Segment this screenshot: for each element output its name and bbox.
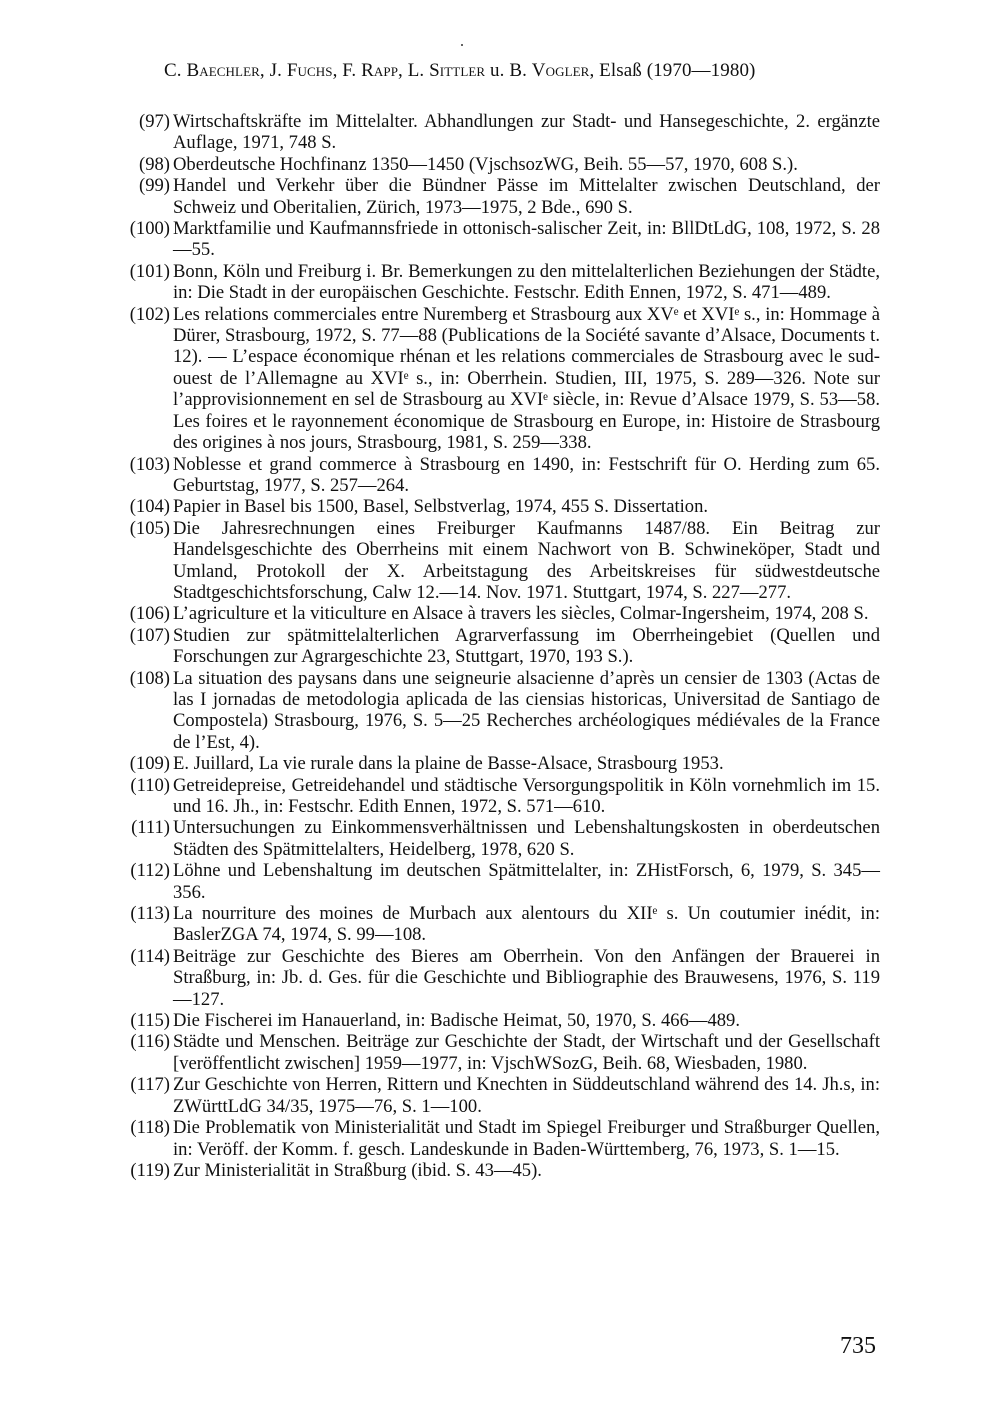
- reference-entry: [118, 1117, 880, 1160]
- reference-entry: [118, 668, 880, 754]
- reference-number: (109): [129, 753, 170, 775]
- reference-list: [118, 111, 880, 1181]
- reference-text: Beiträge zur Geschichte des Bieres am Oberrhein. Von den Anfängen der Brauerei in Straßburg, in: Jb. d. Ges. für die Geschichte und Bibliographie des Brauwesens, 1976, S. 119—127.: [173, 945, 880, 1010]
- reference-number: (99): [139, 175, 170, 197]
- reference-text: Getreidepreise, Getreidehandel und städtische Versorgungspolitik in Köln vornehmlich im 15. und 16. Jh., in: Festschr. Edith Ennen, 1972, S. 571—610.: [173, 774, 880, 817]
- reference-number: (118): [130, 1117, 170, 1139]
- author-sittler: Sittler: [429, 60, 486, 81]
- reference-entry: [118, 454, 880, 497]
- author-baechler: Baechler: [186, 60, 260, 81]
- reference-entry: [118, 860, 880, 903]
- page-number: 735: [840, 1333, 876, 1359]
- reference-entry: [118, 903, 880, 946]
- reference-text: Oberdeutsche Hochfinanz 1350—1450 (VjschsozWG, Beih. 55—57, 1970, 608 S.).: [173, 153, 798, 175]
- reference-text: Zur Geschichte von Herren, Rittern und Knechten in Süddeutschland während des 14. Jh.s, in: ZWürttLdG 34/35, 1975—76, S. 1—100.: [173, 1074, 880, 1117]
- reference-text: L’agriculture et la viticulture en Alsace à travers les siècles, Colmar-Ingersheim, 1974, 208 S.: [173, 603, 869, 625]
- reference-number: (117): [130, 1074, 170, 1096]
- reference-number: (119): [130, 1159, 170, 1181]
- reference-number: (101): [129, 260, 170, 282]
- reference-entry: [118, 496, 880, 517]
- reference-entry: [118, 946, 880, 1010]
- document-page: [118, 0, 880, 1419]
- reference-entry: [118, 218, 880, 261]
- reference-text: Studien zur spätmittelalterlichen Agrarverfassung im Oberrheingebiet (Quellen und Forschungen zur Agrargeschichte 23, Stuttgart, 1970, 193 S.).: [173, 624, 880, 668]
- reference-number: (115): [130, 1010, 170, 1032]
- reference-number: (111): [131, 817, 170, 839]
- reference-text: E. Juillard, La vie rurale dans la plaine de Basse-Alsace, Strasbourg 1953.: [173, 753, 724, 775]
- reference-number: (97): [139, 111, 170, 132]
- reference-text: Bonn, Köln und Freiburg i. Br. Bemerkungen zu den mittelalterlichen Beziehungen der Städte, in: Die Stadt in der europäischen Geschichte. Festschr. Edith Ennen, 1972, S. 471—489.: [173, 260, 880, 304]
- reference-entry: [118, 111, 880, 154]
- reference-entry: [118, 775, 880, 818]
- reference-number: (108): [129, 667, 170, 689]
- reference-text: La nourriture des moines de Murbach aux alentours du XIIᵉ s. Un coutumier inédit, in: BaslerZGA 74, 1974, S. 99—108.: [173, 903, 880, 946]
- reference-text: Marktfamilie und Kaufmannsfriede in ottonisch-salischer Zeit, in: BllDtLdG, 108, 1972, S. 28—55.: [173, 218, 880, 261]
- reference-number: (112): [130, 860, 170, 882]
- reference-text: Papier in Basel bis 1500, Basel, Selbstverlag, 1974, 455 S. Dissertation.: [173, 496, 709, 518]
- running-head: C. Baechler, J. Fuchs, F. Rapp, L. Sittler u. B. Vogler, Elsaß (1970—1980): [164, 60, 756, 81]
- reference-text: Wirtschaftskräfte im Mittelalter. Abhandlungen zur Stadt- und Hansegeschichte, 2. ergänzte Auflage, 1971, 748 S.: [173, 111, 880, 154]
- reference-text: Handel und Verkehr über die Bündner Pässe im Mittelalter zwischen Deutschland, der Schweiz und Oberitalien, Zürich, 1973—1975, 2 Bde., 690 S.: [173, 175, 880, 218]
- reference-number: (102): [129, 303, 170, 325]
- reference-entry: [118, 261, 880, 304]
- reference-entry: [118, 625, 880, 668]
- reference-entry: [118, 304, 880, 454]
- reference-number: (116): [130, 1031, 170, 1053]
- reference-number: (103): [129, 453, 170, 475]
- reference-text: Die Fischerei im Hanauerland, in: Badische Heimat, 50, 1970, S. 466—489.: [173, 1010, 741, 1032]
- reference-number: (113): [130, 903, 170, 925]
- print-speck: [461, 44, 463, 46]
- reference-number: (107): [129, 624, 170, 646]
- reference-number: (106): [129, 603, 170, 625]
- reference-number: (104): [129, 496, 170, 518]
- reference-entry: [118, 1160, 880, 1181]
- reference-number: (100): [129, 218, 170, 240]
- reference-text: Untersuchungen zu Einkommensverhältnissen und Lebenshaltungskosten in oberdeutschen Städten des Spätmittelalters, Heidelberg, 1978, 620 S.: [173, 817, 880, 860]
- reference-text: Die Problematik von Ministerialität und Stadt im Spiegel Freiburger und Straßburger Quellen, in: Veröff. der Komm. f. gesch. Landeskunde in Baden-Württemberg, 76, 1973, S. 1—15.: [173, 1117, 880, 1160]
- reference-entry: [118, 1031, 880, 1074]
- reference-text: Städte und Menschen. Beiträge zur Geschichte der Stadt, der Wirtschaft und der Gesellschaft [veröffentlicht zwischen] 1959—1977, in: VjschWSozG, Beih. 68, Wiesbaden, 1980.: [173, 1031, 880, 1074]
- reference-text: Noblesse et grand commerce à Strasbourg en 1490, in: Festschrift für O. Herding zum 65. Geburtstag, 1977, S. 257—264.: [173, 453, 880, 496]
- reference-entry: [118, 1010, 880, 1031]
- reference-number: (114): [130, 945, 170, 967]
- reference-entry: [118, 1074, 880, 1117]
- reference-text: Zur Ministerialität in Straßburg (ibid. S. 43—45).: [173, 1159, 542, 1181]
- reference-entry: [118, 817, 880, 860]
- reference-text: Die Jahresrechnungen eines Freiburger Kaufmanns 1487/88. Ein Beitrag zur Handelsgeschichte des Oberrheins mit einem Nachwort von B. Schwineköper, Stadt und Umland, Protokoll der X. Arbeitstagung des Arbeitskreises für südwestdeutsche Stadtgeschichtsforschung, Calw 12.—14. Nov. 1971. Stuttgart, 1974, S. 227—277.: [173, 517, 880, 603]
- reference-entry: [118, 154, 880, 175]
- reference-number: (105): [129, 517, 170, 539]
- author-fuchs: Fuchs: [286, 60, 333, 81]
- reference-entry: [118, 175, 880, 218]
- reference-text: Löhne und Lebenshaltung im deutschen Spätmittelalter, in: ZHistForsch, 6, 1979, S. 345—356.: [173, 860, 880, 903]
- reference-number: (110): [130, 774, 170, 796]
- reference-entry: [118, 518, 880, 604]
- reference-text: Les relations commerciales entre Nuremberg et Strasbourg aux XVᵉ et XVIᵉ s., in: Hommage à Dürer, Strasbourg, 1972, S. 77—88 (Publications de la Société savante d’Alsace, Documents t. 12). — L’espace économique rhénan et les relations commerciales de Strasbourg avec le sud-ouest de l’Allemagne au XVIᵉ s., in: Oberrhein. Studien, III, 1975, S. 289—326. Note sur l’approvisionnement en sel de Strasbourg au XVIᵉ siècle, in: Revue d’Alsace 1979, S. 53—58. Les foires et le rayonnement économique de Strasbourg en Europe, in: Histoire de Strasbourg des origines à nos jours, Strasbourg, 1981, S. 259—338.: [173, 303, 880, 454]
- reference-entry: [118, 603, 880, 624]
- author-vogler: Vogler: [531, 60, 590, 81]
- reference-entry: [118, 753, 880, 774]
- reference-text: La situation des paysans dans une seigneurie alsacienne d’après un censier de 1303 (Actas de las I jornadas de metodologia aplicada de las ciensias historicas, Universitad de Santiago de Compostela) Strasbourg, 1976, S. 5—25 Recherches archéologiques médiévales de la France de l’Est, 4).: [173, 667, 880, 753]
- author-rapp: Rapp: [361, 60, 399, 81]
- reference-number: (98): [139, 153, 170, 175]
